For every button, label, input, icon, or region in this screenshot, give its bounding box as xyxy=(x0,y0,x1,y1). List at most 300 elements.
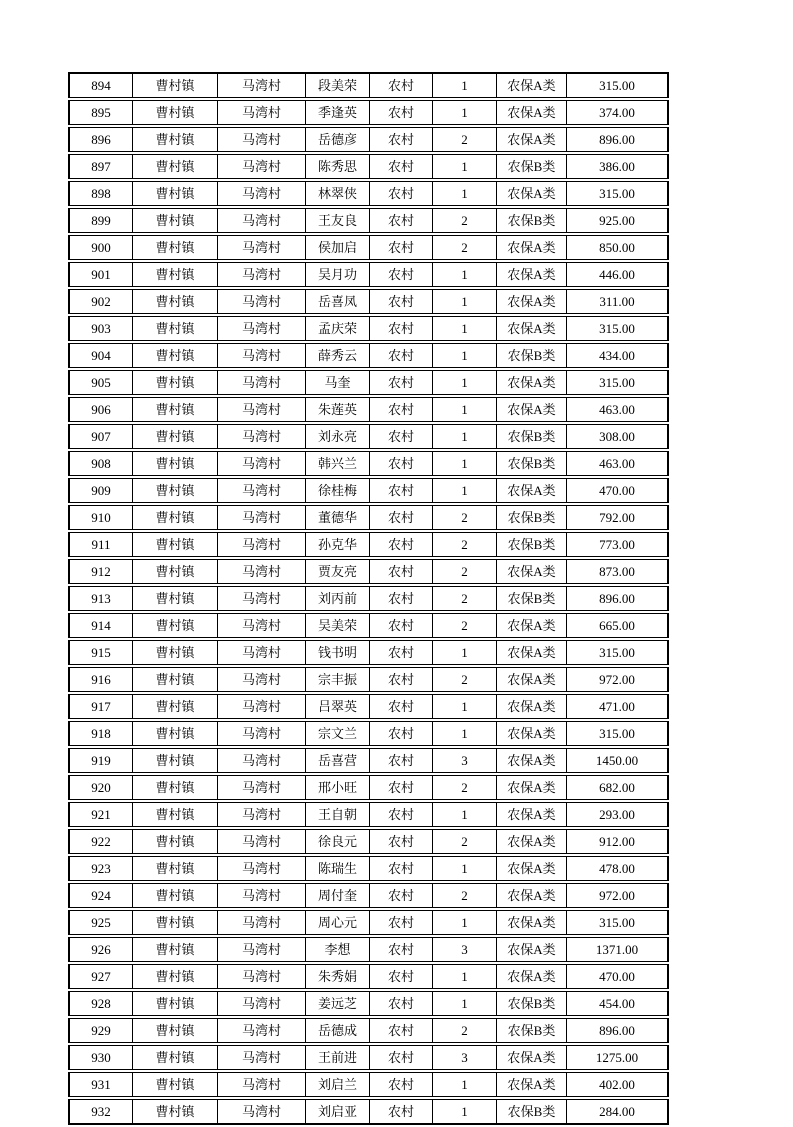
cell-amount: 311.00 xyxy=(566,289,669,314)
cell-person-name: 周付奎 xyxy=(305,883,369,908)
table-row xyxy=(68,235,669,260)
cell-residence-type: 农村 xyxy=(369,262,432,287)
cell-town: 曹村镇 xyxy=(132,1045,217,1070)
cell-village: 马湾村 xyxy=(217,586,305,611)
cell-village: 马湾村 xyxy=(217,505,305,530)
table-row xyxy=(68,424,669,449)
cell-person-name: 岳德成 xyxy=(305,1018,369,1043)
cell-town: 曹村镇 xyxy=(132,451,217,476)
cell-amount: 850.00 xyxy=(566,235,669,260)
cell-town: 曹村镇 xyxy=(132,72,217,98)
cell-insurance-category: 农保A类 xyxy=(496,802,566,827)
cell-person-count: 1 xyxy=(432,316,496,341)
cell-town: 曹村镇 xyxy=(132,667,217,692)
cell-seq: 918 xyxy=(68,721,132,746)
cell-village: 马湾村 xyxy=(217,802,305,827)
cell-residence-type: 农村 xyxy=(369,316,432,341)
cell-insurance-category: 农保A类 xyxy=(496,100,566,125)
cell-seq: 897 xyxy=(68,154,132,179)
cell-village: 马湾村 xyxy=(217,964,305,989)
cell-village: 马湾村 xyxy=(217,721,305,746)
cell-person-count: 2 xyxy=(432,667,496,692)
cell-amount: 665.00 xyxy=(566,613,669,638)
cell-village: 马湾村 xyxy=(217,991,305,1016)
cell-town: 曹村镇 xyxy=(132,424,217,449)
cell-residence-type: 农村 xyxy=(369,748,432,773)
cell-person-count: 2 xyxy=(432,1018,496,1043)
cell-person-count: 2 xyxy=(432,532,496,557)
cell-town: 曹村镇 xyxy=(132,100,217,125)
payment-table-body xyxy=(68,72,669,1125)
cell-person-name: 宗丰振 xyxy=(305,667,369,692)
cell-person-name: 吴美荣 xyxy=(305,613,369,638)
cell-village: 马湾村 xyxy=(217,883,305,908)
cell-person-count: 3 xyxy=(432,937,496,962)
cell-seq: 924 xyxy=(68,883,132,908)
cell-residence-type: 农村 xyxy=(369,964,432,989)
cell-amount: 972.00 xyxy=(566,667,669,692)
table-row xyxy=(68,748,669,773)
table-row xyxy=(68,370,669,395)
cell-amount: 896.00 xyxy=(566,127,669,152)
cell-village: 马湾村 xyxy=(217,397,305,422)
cell-seq: 925 xyxy=(68,910,132,935)
table-row xyxy=(68,343,669,368)
cell-village: 马湾村 xyxy=(217,72,305,98)
cell-seq: 904 xyxy=(68,343,132,368)
cell-town: 曹村镇 xyxy=(132,532,217,557)
cell-amount: 308.00 xyxy=(566,424,669,449)
cell-amount: 1371.00 xyxy=(566,937,669,962)
cell-person-name: 朱秀娟 xyxy=(305,964,369,989)
cell-person-count: 2 xyxy=(432,613,496,638)
cell-insurance-category: 农保A类 xyxy=(496,289,566,314)
cell-village: 马湾村 xyxy=(217,424,305,449)
cell-insurance-category: 农保A类 xyxy=(496,667,566,692)
cell-person-name: 林翠侠 xyxy=(305,181,369,206)
cell-village: 马湾村 xyxy=(217,910,305,935)
table-row xyxy=(68,964,669,989)
cell-person-name: 侯加启 xyxy=(305,235,369,260)
cell-village: 马湾村 xyxy=(217,1045,305,1070)
cell-seq: 899 xyxy=(68,208,132,233)
cell-person-count: 1 xyxy=(432,154,496,179)
cell-person-name: 王友良 xyxy=(305,208,369,233)
cell-person-name: 朱莲英 xyxy=(305,397,369,422)
cell-person-count: 1 xyxy=(432,694,496,719)
table-row xyxy=(68,289,669,314)
table-row xyxy=(68,640,669,665)
cell-village: 马湾村 xyxy=(217,775,305,800)
cell-residence-type: 农村 xyxy=(369,1072,432,1097)
cell-person-name: 贾友亮 xyxy=(305,559,369,584)
cell-seq: 908 xyxy=(68,451,132,476)
cell-person-count: 2 xyxy=(432,235,496,260)
cell-insurance-category: 农保A类 xyxy=(496,694,566,719)
cell-insurance-category: 农保A类 xyxy=(496,370,566,395)
cell-amount: 315.00 xyxy=(566,370,669,395)
cell-insurance-category: 农保A类 xyxy=(496,262,566,287)
cell-residence-type: 农村 xyxy=(369,640,432,665)
cell-seq: 898 xyxy=(68,181,132,206)
cell-residence-type: 农村 xyxy=(369,829,432,854)
cell-seq: 916 xyxy=(68,667,132,692)
cell-town: 曹村镇 xyxy=(132,748,217,773)
cell-insurance-category: 农保B类 xyxy=(496,1018,566,1043)
table-row xyxy=(68,532,669,557)
cell-town: 曹村镇 xyxy=(132,262,217,287)
cell-seq: 922 xyxy=(68,829,132,854)
cell-insurance-category: 农保A类 xyxy=(496,829,566,854)
cell-seq: 926 xyxy=(68,937,132,962)
cell-person-name: 徐桂梅 xyxy=(305,478,369,503)
cell-person-count: 1 xyxy=(432,397,496,422)
cell-seq: 894 xyxy=(68,72,132,98)
table-row xyxy=(68,802,669,827)
cell-residence-type: 农村 xyxy=(369,424,432,449)
cell-village: 马湾村 xyxy=(217,262,305,287)
cell-village: 马湾村 xyxy=(217,451,305,476)
cell-residence-type: 农村 xyxy=(369,478,432,503)
cell-town: 曹村镇 xyxy=(132,694,217,719)
cell-town: 曹村镇 xyxy=(132,1099,217,1125)
cell-residence-type: 农村 xyxy=(369,1099,432,1125)
table-row xyxy=(68,910,669,935)
cell-residence-type: 农村 xyxy=(369,613,432,638)
cell-person-name: 韩兴兰 xyxy=(305,451,369,476)
cell-person-count: 1 xyxy=(432,289,496,314)
cell-seq: 895 xyxy=(68,100,132,125)
cell-amount: 315.00 xyxy=(566,721,669,746)
cell-village: 马湾村 xyxy=(217,748,305,773)
cell-village: 马湾村 xyxy=(217,100,305,125)
cell-amount: 315.00 xyxy=(566,72,669,98)
cell-amount: 1275.00 xyxy=(566,1045,669,1070)
table-row xyxy=(68,181,669,206)
cell-person-name: 薛秀云 xyxy=(305,343,369,368)
cell-insurance-category: 农保A类 xyxy=(496,856,566,881)
table-row xyxy=(68,478,669,503)
cell-residence-type: 农村 xyxy=(369,100,432,125)
cell-seq: 929 xyxy=(68,1018,132,1043)
cell-seq: 896 xyxy=(68,127,132,152)
cell-residence-type: 农村 xyxy=(369,505,432,530)
cell-residence-type: 农村 xyxy=(369,181,432,206)
cell-person-count: 1 xyxy=(432,451,496,476)
cell-village: 马湾村 xyxy=(217,154,305,179)
cell-person-count: 1 xyxy=(432,424,496,449)
cell-seq: 910 xyxy=(68,505,132,530)
cell-residence-type: 农村 xyxy=(369,1018,432,1043)
cell-village: 马湾村 xyxy=(217,829,305,854)
cell-residence-type: 农村 xyxy=(369,72,432,98)
table-row xyxy=(68,586,669,611)
cell-town: 曹村镇 xyxy=(132,478,217,503)
cell-residence-type: 农村 xyxy=(369,127,432,152)
table-row xyxy=(68,694,669,719)
cell-residence-type: 农村 xyxy=(369,694,432,719)
cell-person-name: 刘启兰 xyxy=(305,1072,369,1097)
cell-amount: 972.00 xyxy=(566,883,669,908)
cell-residence-type: 农村 xyxy=(369,532,432,557)
cell-insurance-category: 农保B类 xyxy=(496,154,566,179)
table-row xyxy=(68,667,669,692)
cell-town: 曹村镇 xyxy=(132,937,217,962)
cell-insurance-category: 农保A类 xyxy=(496,883,566,908)
cell-town: 曹村镇 xyxy=(132,964,217,989)
table-row xyxy=(68,775,669,800)
cell-town: 曹村镇 xyxy=(132,640,217,665)
cell-residence-type: 农村 xyxy=(369,343,432,368)
cell-insurance-category: 农保A类 xyxy=(496,316,566,341)
cell-person-count: 1 xyxy=(432,343,496,368)
cell-insurance-category: 农保A类 xyxy=(496,964,566,989)
cell-person-name: 马奎 xyxy=(305,370,369,395)
cell-village: 马湾村 xyxy=(217,559,305,584)
cell-person-name: 孟庆荣 xyxy=(305,316,369,341)
cell-person-count: 1 xyxy=(432,964,496,989)
cell-person-count: 2 xyxy=(432,829,496,854)
cell-amount: 315.00 xyxy=(566,910,669,935)
cell-seq: 903 xyxy=(68,316,132,341)
cell-residence-type: 农村 xyxy=(369,559,432,584)
cell-person-name: 刘永亮 xyxy=(305,424,369,449)
table-row xyxy=(68,1072,669,1097)
table-row xyxy=(68,1045,669,1070)
cell-insurance-category: 农保A类 xyxy=(496,397,566,422)
cell-amount: 463.00 xyxy=(566,397,669,422)
cell-person-name: 周心元 xyxy=(305,910,369,935)
cell-village: 马湾村 xyxy=(217,208,305,233)
cell-seq: 913 xyxy=(68,586,132,611)
cell-village: 马湾村 xyxy=(217,478,305,503)
cell-town: 曹村镇 xyxy=(132,505,217,530)
cell-insurance-category: 农保A类 xyxy=(496,937,566,962)
cell-insurance-category: 农保A类 xyxy=(496,235,566,260)
cell-seq: 911 xyxy=(68,532,132,557)
cell-person-name: 段美荣 xyxy=(305,72,369,98)
cell-seq: 923 xyxy=(68,856,132,881)
cell-insurance-category: 农保B类 xyxy=(496,532,566,557)
cell-amount: 896.00 xyxy=(566,586,669,611)
cell-village: 马湾村 xyxy=(217,181,305,206)
cell-person-count: 1 xyxy=(432,1072,496,1097)
table-row xyxy=(68,397,669,422)
cell-person-count: 2 xyxy=(432,559,496,584)
table-row xyxy=(68,72,669,98)
cell-insurance-category: 农保A类 xyxy=(496,478,566,503)
cell-residence-type: 农村 xyxy=(369,721,432,746)
cell-village: 马湾村 xyxy=(217,667,305,692)
cell-person-count: 2 xyxy=(432,208,496,233)
cell-village: 马湾村 xyxy=(217,370,305,395)
cell-seq: 921 xyxy=(68,802,132,827)
cell-insurance-category: 农保A类 xyxy=(496,613,566,638)
cell-person-count: 2 xyxy=(432,586,496,611)
table-row xyxy=(68,127,669,152)
cell-insurance-category: 农保B类 xyxy=(496,451,566,476)
cell-insurance-category: 农保B类 xyxy=(496,991,566,1016)
cell-amount: 315.00 xyxy=(566,181,669,206)
cell-seq: 928 xyxy=(68,991,132,1016)
table-row xyxy=(68,451,669,476)
cell-seq: 931 xyxy=(68,1072,132,1097)
cell-town: 曹村镇 xyxy=(132,1072,217,1097)
cell-town: 曹村镇 xyxy=(132,856,217,881)
cell-insurance-category: 农保B类 xyxy=(496,424,566,449)
cell-person-count: 2 xyxy=(432,883,496,908)
cell-person-count: 1 xyxy=(432,72,496,98)
cell-seq: 914 xyxy=(68,613,132,638)
cell-town: 曹村镇 xyxy=(132,559,217,584)
table-row xyxy=(68,856,669,881)
cell-residence-type: 农村 xyxy=(369,397,432,422)
cell-amount: 284.00 xyxy=(566,1099,669,1125)
cell-amount: 773.00 xyxy=(566,532,669,557)
table-row xyxy=(68,991,669,1016)
cell-amount: 1450.00 xyxy=(566,748,669,773)
cell-seq: 920 xyxy=(68,775,132,800)
cell-town: 曹村镇 xyxy=(132,208,217,233)
table-row xyxy=(68,1099,669,1125)
cell-amount: 470.00 xyxy=(566,478,669,503)
cell-insurance-category: 农保A类 xyxy=(496,72,566,98)
cell-seq: 917 xyxy=(68,694,132,719)
cell-insurance-category: 农保B类 xyxy=(496,1099,566,1125)
cell-residence-type: 农村 xyxy=(369,991,432,1016)
cell-town: 曹村镇 xyxy=(132,613,217,638)
cell-seq: 927 xyxy=(68,964,132,989)
table-row xyxy=(68,829,669,854)
cell-person-name: 吕翠英 xyxy=(305,694,369,719)
cell-person-count: 1 xyxy=(432,721,496,746)
cell-person-name: 陈瑞生 xyxy=(305,856,369,881)
cell-residence-type: 农村 xyxy=(369,370,432,395)
table-row xyxy=(68,262,669,287)
cell-amount: 925.00 xyxy=(566,208,669,233)
cell-village: 马湾村 xyxy=(217,289,305,314)
cell-seq: 900 xyxy=(68,235,132,260)
cell-village: 马湾村 xyxy=(217,235,305,260)
cell-town: 曹村镇 xyxy=(132,181,217,206)
cell-amount: 470.00 xyxy=(566,964,669,989)
cell-seq: 905 xyxy=(68,370,132,395)
table-row xyxy=(68,721,669,746)
table-row xyxy=(68,1018,669,1043)
cell-person-name: 刘丙前 xyxy=(305,586,369,611)
cell-seq: 919 xyxy=(68,748,132,773)
cell-town: 曹村镇 xyxy=(132,991,217,1016)
cell-person-name: 王自朝 xyxy=(305,802,369,827)
cell-seq: 912 xyxy=(68,559,132,584)
cell-person-name: 宗文兰 xyxy=(305,721,369,746)
cell-person-count: 1 xyxy=(432,478,496,503)
cell-person-count: 1 xyxy=(432,856,496,881)
cell-person-name: 董德华 xyxy=(305,505,369,530)
cell-town: 曹村镇 xyxy=(132,883,217,908)
cell-amount: 402.00 xyxy=(566,1072,669,1097)
cell-person-name: 徐良元 xyxy=(305,829,369,854)
cell-village: 马湾村 xyxy=(217,1099,305,1125)
table-row xyxy=(68,937,669,962)
cell-village: 马湾村 xyxy=(217,613,305,638)
cell-seq: 907 xyxy=(68,424,132,449)
cell-person-count: 1 xyxy=(432,991,496,1016)
cell-person-name: 岳德彦 xyxy=(305,127,369,152)
payment-table xyxy=(68,70,669,1127)
cell-village: 马湾村 xyxy=(217,856,305,881)
cell-amount: 873.00 xyxy=(566,559,669,584)
cell-person-name: 岳喜营 xyxy=(305,748,369,773)
table-row xyxy=(68,100,669,125)
cell-insurance-category: 农保B类 xyxy=(496,343,566,368)
cell-person-count: 1 xyxy=(432,370,496,395)
cell-seq: 932 xyxy=(68,1099,132,1125)
cell-person-name: 吴月功 xyxy=(305,262,369,287)
cell-amount: 454.00 xyxy=(566,991,669,1016)
cell-person-name: 邢小旺 xyxy=(305,775,369,800)
cell-town: 曹村镇 xyxy=(132,829,217,854)
cell-town: 曹村镇 xyxy=(132,127,217,152)
cell-village: 马湾村 xyxy=(217,343,305,368)
cell-amount: 374.00 xyxy=(566,100,669,125)
cell-amount: 912.00 xyxy=(566,829,669,854)
cell-insurance-category: 农保A类 xyxy=(496,1072,566,1097)
cell-residence-type: 农村 xyxy=(369,235,432,260)
cell-residence-type: 农村 xyxy=(369,910,432,935)
cell-person-count: 1 xyxy=(432,910,496,935)
cell-residence-type: 农村 xyxy=(369,775,432,800)
cell-town: 曹村镇 xyxy=(132,775,217,800)
cell-person-name: 季逢英 xyxy=(305,100,369,125)
cell-residence-type: 农村 xyxy=(369,451,432,476)
cell-residence-type: 农村 xyxy=(369,1045,432,1070)
table-row xyxy=(68,559,669,584)
cell-residence-type: 农村 xyxy=(369,667,432,692)
table-row xyxy=(68,316,669,341)
cell-town: 曹村镇 xyxy=(132,802,217,827)
cell-insurance-category: 农保A类 xyxy=(496,559,566,584)
cell-town: 曹村镇 xyxy=(132,154,217,179)
cell-residence-type: 农村 xyxy=(369,856,432,881)
cell-residence-type: 农村 xyxy=(369,289,432,314)
cell-residence-type: 农村 xyxy=(369,883,432,908)
cell-insurance-category: 农保A类 xyxy=(496,910,566,935)
cell-person-count: 1 xyxy=(432,1099,496,1125)
cell-amount: 896.00 xyxy=(566,1018,669,1043)
cell-residence-type: 农村 xyxy=(369,208,432,233)
cell-town: 曹村镇 xyxy=(132,370,217,395)
cell-insurance-category: 农保A类 xyxy=(496,127,566,152)
table-row xyxy=(68,613,669,638)
cell-person-name: 孙克华 xyxy=(305,532,369,557)
cell-person-count: 3 xyxy=(432,1045,496,1070)
cell-seq: 906 xyxy=(68,397,132,422)
cell-amount: 478.00 xyxy=(566,856,669,881)
cell-insurance-category: 农保B类 xyxy=(496,208,566,233)
cell-village: 马湾村 xyxy=(217,1072,305,1097)
cell-town: 曹村镇 xyxy=(132,235,217,260)
cell-person-count: 1 xyxy=(432,802,496,827)
cell-person-name: 陈秀思 xyxy=(305,154,369,179)
cell-amount: 293.00 xyxy=(566,802,669,827)
cell-village: 马湾村 xyxy=(217,694,305,719)
cell-person-count: 2 xyxy=(432,127,496,152)
cell-insurance-category: 农保A类 xyxy=(496,721,566,746)
cell-amount: 471.00 xyxy=(566,694,669,719)
table-row xyxy=(68,154,669,179)
cell-insurance-category: 农保B类 xyxy=(496,586,566,611)
